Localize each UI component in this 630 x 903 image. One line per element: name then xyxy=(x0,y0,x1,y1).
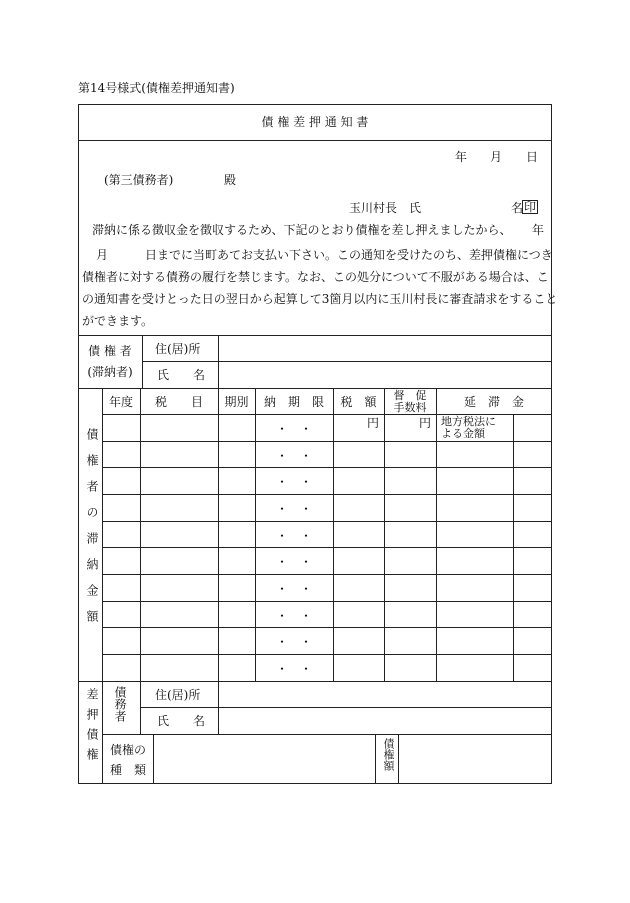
divider xyxy=(140,388,141,681)
claim-kind-label-line1: 債権の xyxy=(110,743,147,757)
divider xyxy=(102,547,552,548)
claim-amount-label: 債権額 xyxy=(382,738,395,771)
body-line-1: 滞納に係る徴収金を徴収するため、下記のとおり債権を差し押えましたから、 xyxy=(92,223,512,237)
body-month: 月 xyxy=(96,248,109,262)
recipient-label: (第三債務者) xyxy=(104,173,174,187)
form-frame xyxy=(78,104,552,784)
fee-unit: 円 xyxy=(419,416,432,430)
col-tax-header: 税 目 xyxy=(154,395,203,409)
arrears-side-label: 債権者の滞納金額 xyxy=(85,428,99,636)
deadline-dots: ・ ・ xyxy=(275,635,312,649)
col-deadline-header: 納 期 限 xyxy=(263,395,324,409)
deadline-dots: ・ ・ xyxy=(275,662,312,676)
divider xyxy=(218,388,219,681)
divider xyxy=(78,388,552,389)
deadline-dots: ・ ・ xyxy=(275,502,312,516)
body-year: 年 xyxy=(532,223,545,237)
form-number-label: 第14号様式(債権差押通知書) xyxy=(78,81,235,95)
date-day-label: 日 xyxy=(526,150,539,164)
creditor-address-label: 住(居)所 xyxy=(155,342,201,356)
deadline-dots: ・ ・ xyxy=(275,422,312,436)
creditor-sub-label: (滞納者) xyxy=(87,365,133,379)
divider xyxy=(102,681,103,784)
deadline-dots: ・ ・ xyxy=(275,529,312,543)
divider xyxy=(102,467,552,468)
late-note-line2: よる金額 xyxy=(441,427,485,440)
divider xyxy=(375,734,376,784)
divider xyxy=(102,521,552,522)
col-fee-header-line1: 督 促 xyxy=(393,389,427,402)
seal-mark: 印 xyxy=(524,200,537,214)
page-title: 債 権 差 押 通 知 書 xyxy=(261,115,369,129)
divider xyxy=(102,734,552,735)
divider xyxy=(153,734,154,784)
deadline-dots: ・ ・ xyxy=(275,609,312,623)
deadline-dots: ・ ・ xyxy=(275,449,312,463)
col-year-header: 年度 xyxy=(108,395,133,409)
claim-kind-label-line2: 種 類 xyxy=(110,763,147,777)
divider xyxy=(142,361,552,362)
divider xyxy=(102,654,552,655)
issuer-name-label: 名 xyxy=(511,201,524,215)
divider xyxy=(78,681,552,682)
body-line-4: の通知書を受けとった日の翌日から起算して3箇月以内に玉川村長に審査請求をすること xyxy=(82,292,558,306)
date-month-label: 月 xyxy=(490,150,503,164)
body-line-5: ができます。 xyxy=(82,314,154,328)
divider xyxy=(140,707,552,708)
late-note-line1: 地方税法に xyxy=(441,415,496,428)
divider xyxy=(398,734,399,784)
body-line-3: 債権者に対する債務の履行を禁じます。なお、この処分について不服がある場合は、こ xyxy=(82,270,549,284)
body-line-2: 日までに当町あてお支払い下さい。この通知を受けたのち、差押債権につき xyxy=(145,248,553,262)
divider xyxy=(102,441,552,442)
deadline-dots: ・ ・ xyxy=(275,475,312,489)
recipient-honorific: 殿 xyxy=(224,173,237,187)
col-amount-header: 税 額 xyxy=(340,395,377,409)
divider xyxy=(102,627,552,628)
col-fee-header-line2: 手数料 xyxy=(393,401,427,414)
col-late-header: 延 滞 金 xyxy=(463,395,524,409)
divider xyxy=(102,601,552,602)
divider xyxy=(78,140,552,141)
debtor-label: 債務者 xyxy=(113,686,127,722)
divider xyxy=(436,388,437,681)
divider xyxy=(384,388,385,681)
divider xyxy=(333,388,334,681)
creditor-label: 債 権 者 xyxy=(88,344,132,358)
seized-side-label: 差押債権 xyxy=(85,688,99,768)
divider xyxy=(102,388,103,681)
date-year-label: 年 xyxy=(455,150,468,164)
debtor-name-label: 氏 名 xyxy=(157,714,206,728)
creditor-name-label: 氏 名 xyxy=(157,368,206,382)
issuer-title: 玉川村長 氏 xyxy=(349,201,422,215)
deadline-dots: ・ ・ xyxy=(275,555,312,569)
debtor-address-label: 住(居)所 xyxy=(155,688,201,702)
divider xyxy=(102,494,552,495)
divider xyxy=(102,574,552,575)
divider xyxy=(78,335,552,336)
deadline-dots: ・ ・ xyxy=(275,582,312,596)
col-term-header: 期別 xyxy=(224,395,249,409)
amount-unit: 円 xyxy=(367,416,380,430)
